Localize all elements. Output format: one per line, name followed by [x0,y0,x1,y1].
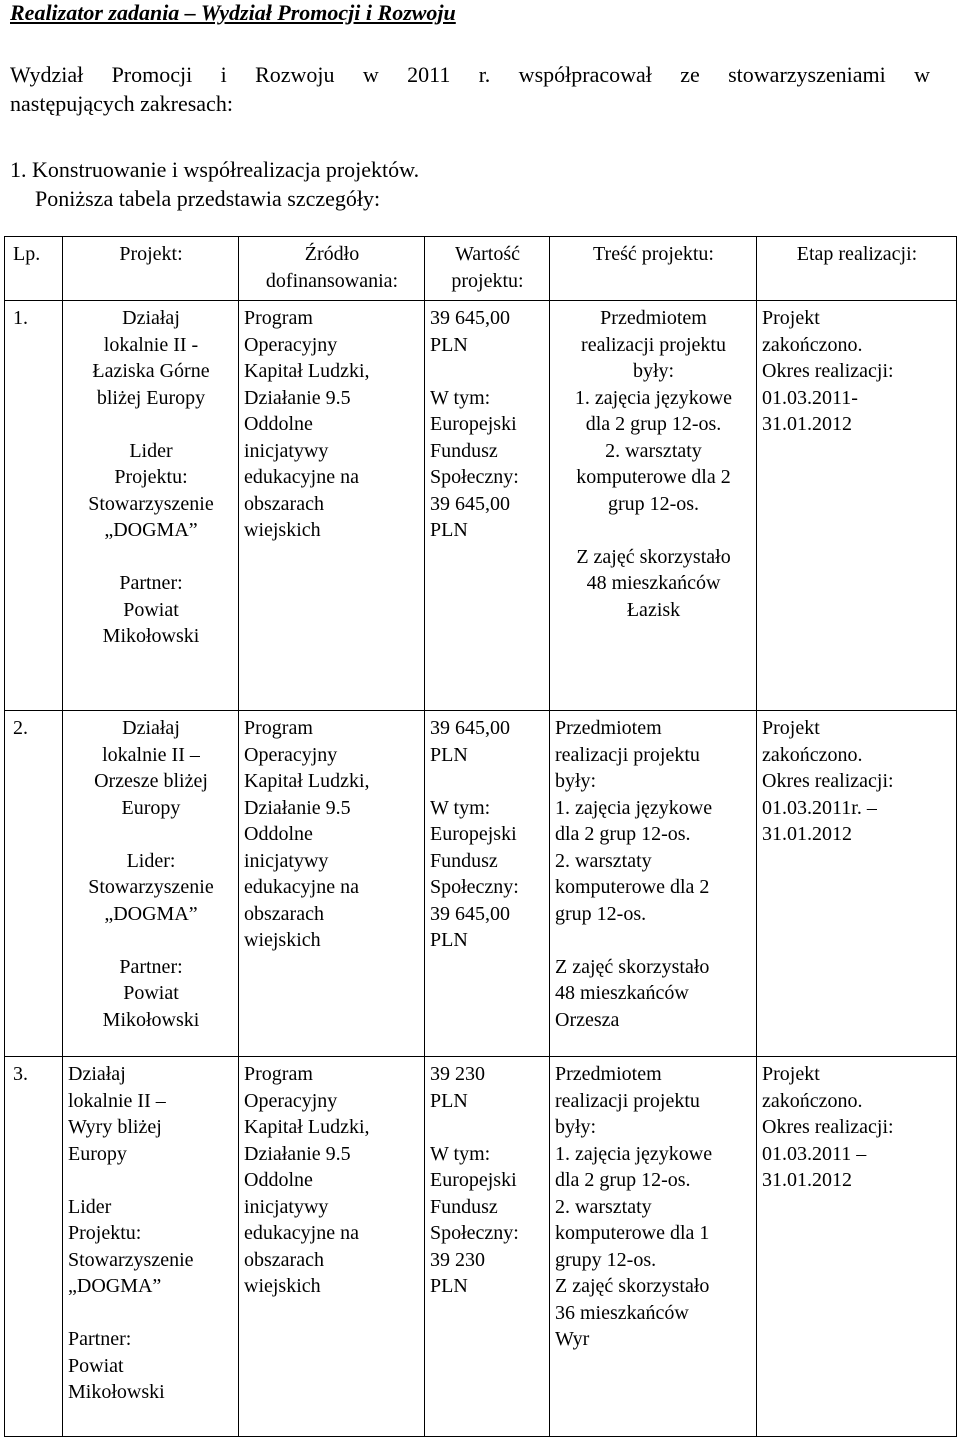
value-line: PLN [430,1275,468,1297]
header-stage: Etap realizacji: [757,237,957,301]
project-title-line: Europy [121,796,181,819]
project-title-line: lokalnie II – [68,1089,166,1112]
content-line: Przedmiotem [555,1063,662,1085]
value-line: PLN [430,929,468,951]
table-row [5,301,957,711]
project-title-line: Działaj [68,1063,126,1085]
source-line: Operacyjny [244,1089,338,1112]
header-content: Treść projektu: [550,237,757,301]
content-line: Przedmiotem [600,307,707,329]
project-leader-line: Stowarzyszenie [68,1248,194,1271]
value-line: Fundusz [430,849,498,872]
row-lp: 2. [5,711,63,1057]
content-line: grup 12-os. [555,902,647,925]
section-point: 1. Konstruowanie i współrealizacja projektów. [10,157,420,182]
value-line: PLN [430,333,468,356]
row-stage [757,301,957,711]
content-line: 2. warsztaty [555,1195,652,1218]
project-partner-line: Powiat [123,982,179,1004]
content-line: 2. warsztaty [605,439,702,462]
content-line: realizacji projektu [555,743,700,766]
content-line: 48 mieszkańców [586,572,721,594]
value-line: Fundusz [430,439,498,462]
source-line: obszarach [244,902,324,925]
project-leader-line: „DOGMA” [104,902,198,925]
content-line: realizacji projektu [581,333,726,356]
content-line: były: [632,360,675,382]
value-line: W tym: [430,796,491,819]
source-line: edukacyjne na [244,1222,359,1244]
source-line: Program [244,1063,313,1085]
projects-table [4,236,957,1437]
content-line: 1. zajęcia językowe [574,386,733,409]
intro-line-1: Wydział Promocji i Rozwoju w 2011 r. współpracował ze stowarzyszeniami w [10,62,930,87]
content-line: 1. zajęcia językowe [555,796,713,819]
project-title-line: Europy [68,1142,127,1165]
content-line: komputerowe dla 2 [555,876,710,898]
project-leader-line: Lider [68,1195,112,1218]
stage-line: Projekt [762,717,820,739]
project-leader-line: Projektu: [114,466,188,488]
content-line: Orzesza [555,1008,620,1031]
source-line: Kapitał Ludzki, [244,1116,370,1138]
project-leader-line: Lider: [126,849,176,872]
source-line: edukacyjne na [244,466,359,488]
source-line: obszarach [244,1248,324,1271]
stage-line: 01.03.2011r. – [762,796,877,819]
content-line: grup 12-os. [607,492,700,515]
stage-line: 31.01.2012 [762,413,852,435]
value-line: 39 230 [430,1063,485,1085]
row-content [550,711,757,1057]
header-value [425,237,550,301]
header-value-line-1: Wartość [454,243,521,265]
row-lp: 1. [5,301,63,711]
row-source [239,301,425,711]
project-title-line: lokalnie II - [103,333,199,356]
stage-line: zakończono. [762,333,863,356]
table-header-row [5,237,957,301]
row-lp: 3. [5,1057,63,1437]
content-line: komputerowe dla 2 [576,466,731,488]
value-line: 39 645,00 [430,902,510,925]
project-title-line: Działaj [122,717,180,739]
project-leader-line: Projektu: [68,1222,142,1244]
value-line: PLN [430,519,468,541]
row-value [425,1057,550,1437]
value-line: W tym: [430,1142,491,1165]
table-row [5,711,957,1057]
source-line: wiejskich [244,929,321,951]
stage-line: Okres realizacji: [762,1116,894,1138]
project-partner-line: Powiat [123,598,179,621]
source-line: Oddolne [244,413,313,435]
content-line: grupy 12-os. [555,1248,657,1271]
header-source-line-1: Źródło [304,243,360,265]
value-line: 39 230 [430,1248,485,1271]
header-source-line-2: dofinansowania: [265,269,399,292]
content-line: komputerowe dla 1 [555,1222,710,1244]
source-line: Oddolne [244,1169,313,1191]
content-line: 36 mieszkańców [555,1301,689,1324]
value-line: 39 645,00 [430,307,510,329]
project-title-line: Orzesze bliżej [94,770,208,792]
header-source [239,237,425,301]
section-subtext: Poniższa tabela przedstawia szczegóły: [35,186,381,211]
stage-line: Okres realizacji: [762,360,894,382]
content-line: Łazisk [626,598,681,621]
row-stage [757,1057,957,1437]
value-line: Europejski [430,413,517,435]
source-line: Działanie 9.5 [244,796,351,819]
value-line: Europejski [430,1169,517,1191]
project-partner-line: Mikołowski [102,625,200,647]
content-line: realizacji projektu [555,1089,700,1112]
project-leader-line: Lider [129,439,173,462]
source-line: Działanie 9.5 [244,1142,351,1165]
project-title-line: bliżej Europy [96,386,206,409]
row-project [63,301,239,711]
value-line: Społeczny: [430,1222,519,1244]
source-line: Działanie 9.5 [244,386,351,409]
value-line: 39 645,00 [430,717,510,739]
project-leader-line: Stowarzyszenie [88,876,214,898]
content-line: dla 2 grup 12-os. [555,823,691,845]
source-line: inicjatywy [244,1195,329,1218]
value-line: PLN [430,743,468,766]
stage-line: zakończono. [762,1089,863,1112]
stage-line: Okres realizacji: [762,770,894,792]
content-line: Wyr [555,1328,590,1350]
project-leader-line: „DOGMA” [104,519,198,541]
value-line: PLN [430,1089,468,1112]
table-row [5,1057,957,1437]
content-line: 1. zajęcia językowe [555,1142,713,1165]
value-line: 39 645,00 [430,492,510,515]
project-leader-line: Stowarzyszenie [88,492,214,515]
source-line: Kapitał Ludzki, [244,770,370,792]
row-source [239,711,425,1057]
source-line: Program [244,307,313,329]
value-line: Europejski [430,823,517,845]
source-line: obszarach [244,492,324,515]
source-line: Operacyjny [244,743,338,766]
content-line: Przedmiotem [555,717,662,739]
value-line: Społeczny: [430,876,519,898]
row-value [425,711,550,1057]
source-line: edukacyjne na [244,876,359,898]
content-line: dla 2 grup 12-os. [585,413,722,435]
project-leader-line: „DOGMA” [68,1275,162,1297]
content-line: Z zajęć skorzystało [555,955,710,978]
stage-line: zakończono. [762,743,863,766]
project-partner-line: Powiat [68,1354,124,1377]
row-stage [757,711,957,1057]
source-line: inicjatywy [244,849,329,872]
source-line: wiejskich [244,1275,321,1297]
project-partner-line: Partner: [119,955,183,978]
row-content [550,301,757,711]
content-line: dla 2 grup 12-os. [555,1169,691,1191]
row-source [239,1057,425,1437]
stage-line: Projekt [762,307,820,329]
header-project: Projekt: [63,237,239,301]
document-heading: Realizator zadania – Wydział Promocji i Rozwoju [10,0,456,25]
content-line: 48 mieszkańców [555,982,689,1004]
source-line: Kapitał Ludzki, [244,360,370,382]
project-title-line: Łaziska Górne [92,360,210,382]
project-partner-line: Partner: [68,1328,132,1350]
project-title-line: Wyry bliżej [68,1116,162,1138]
project-title-line: Działaj [122,307,180,329]
content-line: były: [555,1116,597,1138]
value-line: Fundusz [430,1195,498,1218]
project-partner-line: Mikołowski [68,1381,165,1403]
source-line: Program [244,717,313,739]
stage-line: 01.03.2011 – [762,1142,867,1165]
row-content [550,1057,757,1437]
source-line: wiejskich [244,519,321,541]
source-line: inicjatywy [244,439,329,462]
intro-line-2: następujących zakresach: [10,91,233,116]
project-partner-line: Mikołowski [102,1008,200,1031]
content-line: Z zajęć skorzystało [555,1275,710,1297]
content-line: Z zajęć skorzystało [576,545,731,568]
stage-line: 31.01.2012 [762,823,852,845]
project-title-line: lokalnie II – [102,743,200,766]
stage-line: Projekt [762,1063,820,1085]
value-line: Społeczny: [430,466,519,488]
row-project [63,711,239,1057]
row-project [63,1057,239,1437]
header-value-line-2: projektu: [451,269,524,292]
content-line: 2. warsztaty [555,849,652,872]
source-line: Operacyjny [244,333,338,356]
project-partner-line: Partner: [119,572,183,594]
row-value [425,301,550,711]
content-line: były: [555,770,597,792]
stage-line: 31.01.2012 [762,1169,852,1191]
source-line: Oddolne [244,823,313,845]
value-line: W tym: [430,386,491,409]
stage-line: 01.03.2011- [762,386,858,409]
header-lp: Lp. [5,237,63,301]
